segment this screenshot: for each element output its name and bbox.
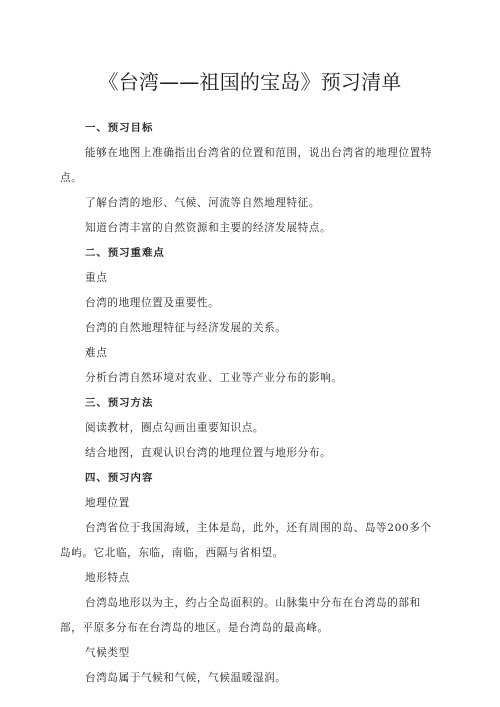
paragraph: 台湾的地理位置及重要性。 [85, 297, 220, 309]
subheading-key: 重点 [85, 272, 108, 284]
page-title: 《台湾——祖国的宝岛》预习清单 [98, 70, 402, 94]
subheading-terrain: 地形特点 [85, 572, 130, 584]
document-body [60, 116, 440, 691]
paragraph: 台湾岛地形以为主，约占全岛面积的。山脉集中分布在台湾岛的部和部，平原多分布在台湾岛的地区。是台湾岛的最高峰。 [60, 597, 421, 634]
paragraph: 台湾的自然地理特征与经济发展的关系。 [85, 322, 287, 334]
paragraph: 台湾岛属于气候和气候，气候温暖湿润。 [85, 672, 287, 684]
paragraph: 台湾省位于我国海域，主体是岛，此外，还有周围的岛、岛等200多个岛屿。它北临，东临，南临，西隔与省相望。 [60, 522, 432, 559]
paragraph: 结合地图，直观认识台湾的地理位置与地形分布。 [85, 447, 332, 459]
section-heading-content: 四、预习内容 [85, 472, 154, 484]
paragraph: 知道台湾丰富的自然资源和主要的经济发展特点。 [85, 222, 332, 234]
paragraph: 阅读教材，圈点勾画出重要知识点。 [85, 422, 265, 434]
section-heading-methods: 三、预习方法 [85, 397, 154, 409]
paragraph: 了解台湾的地形、气候、河流等自然地理特征。 [85, 197, 321, 209]
section-heading-key-points: 二、预习重难点 [85, 247, 165, 259]
subheading-location: 地理位置 [85, 497, 130, 509]
section-heading-goals: 一、预习目标 [85, 122, 154, 134]
paragraph: 分析台湾自然环境对农业、工业等产业分布的影响。 [85, 372, 343, 384]
subheading-climate: 气候类型 [85, 647, 130, 659]
subheading-difficult: 难点 [85, 347, 108, 359]
paragraph: 能够在地图上准确指出台湾省的位置和范围，说出台湾省的地理位置特点。 [60, 147, 433, 184]
